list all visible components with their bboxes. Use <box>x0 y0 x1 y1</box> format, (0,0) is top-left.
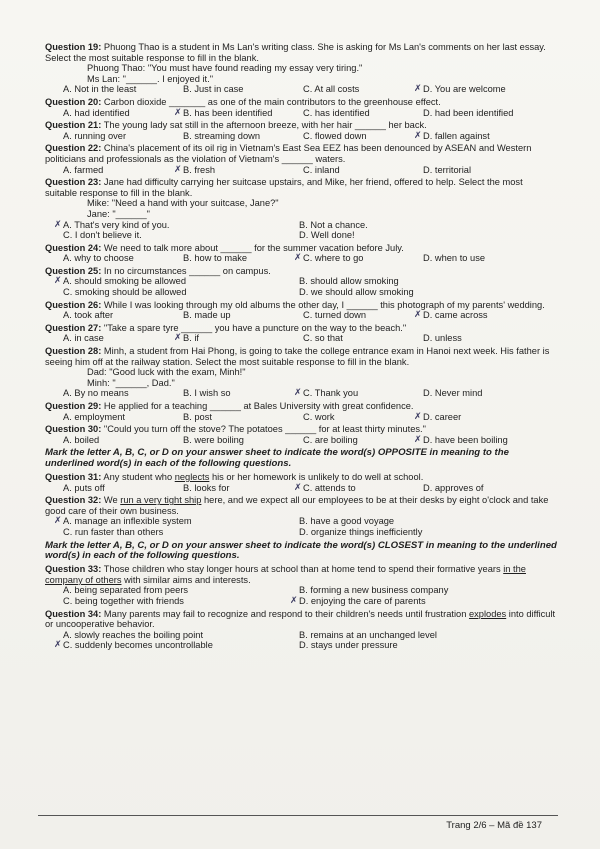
option-text: D. career <box>423 411 462 422</box>
pen-tick-mark: ✗ <box>54 219 62 230</box>
option-text: D. when to use <box>423 253 486 264</box>
pen-tick-mark: ✗ <box>54 516 62 527</box>
option-text: B. were boiling <box>183 434 244 445</box>
answer-option[interactable] <box>63 483 183 494</box>
answer-option[interactable] <box>54 516 299 527</box>
answer-option[interactable] <box>299 276 535 287</box>
answer-options <box>45 165 557 176</box>
answer-option[interactable] <box>63 412 183 423</box>
answer-option[interactable] <box>414 434 543 446</box>
answer-option[interactable] <box>299 585 535 596</box>
option-text: C. attends to <box>303 482 356 493</box>
question-block <box>45 97 557 118</box>
answer-option[interactable] <box>303 412 423 423</box>
option-text: B. fresh <box>183 164 216 175</box>
answer-options <box>45 310 557 321</box>
question-number: Question 34: <box>45 608 102 619</box>
answer-option[interactable] <box>174 164 303 176</box>
underlined-phrase: in the company of others <box>45 564 526 585</box>
question-text-before: Many parents may fail to recognize and respond to their children's needs until frustration <box>103 608 469 619</box>
answer-option[interactable] <box>423 253 543 264</box>
pen-tick-mark: ✗ <box>294 482 302 493</box>
option-text: C. run faster than others <box>63 526 164 537</box>
pen-tick-mark: ✗ <box>294 388 302 399</box>
answer-option[interactable] <box>183 253 303 264</box>
dialogue-line: Mike: "Need a hand with your suitcase, Jane?" <box>87 198 279 209</box>
option-text: C. where to go <box>303 253 364 264</box>
answer-option[interactable] <box>63 287 299 298</box>
option-text: D. You are welcome <box>423 84 506 95</box>
question-stem <box>45 495 557 516</box>
option-text: B. remains at an unchanged level <box>299 629 437 640</box>
option-text: D. Never mind <box>423 388 483 399</box>
answer-option[interactable] <box>63 585 299 596</box>
question-text: We need to talk more about ______ for the summer vacation before July. <box>103 242 404 253</box>
question-text-after: here, and we expect all our employees to be at their desks by eight o'clock and take good care of their own business. <box>45 495 549 516</box>
pen-tick-mark: ✗ <box>414 310 422 321</box>
pen-tick-mark: ✗ <box>414 411 422 422</box>
question-block <box>45 243 557 264</box>
question-block <box>45 266 557 298</box>
answer-options <box>45 253 557 264</box>
option-text: D. stays under pressure <box>299 640 398 651</box>
question-block <box>45 564 557 606</box>
underlined-phrase: run a very tight ship <box>120 495 202 506</box>
option-text: B. made up <box>183 310 231 321</box>
pen-tick-mark: ✗ <box>414 130 422 141</box>
pen-tick-mark: ✗ <box>414 434 422 445</box>
dialogue-line: Jane: "______" <box>87 208 150 219</box>
answer-option[interactable] <box>299 220 535 231</box>
answer-option[interactable] <box>423 483 543 494</box>
pen-tick-mark: ✗ <box>54 276 62 287</box>
underlined-phrase: neglects <box>174 471 210 482</box>
question-text: The young lady sat still in the afternoon breeze, with her hair ______ her back. <box>103 120 427 131</box>
dialogue-line: Dad: "Good luck with the exam, Minh!" <box>87 367 246 378</box>
option-text: D. organize things inefficiently <box>299 526 423 537</box>
option-text: B. looks for <box>183 482 230 493</box>
answer-option[interactable] <box>63 131 183 142</box>
option-text: B. should allow smoking <box>299 276 399 287</box>
answer-option[interactable] <box>414 130 543 142</box>
answer-options <box>45 333 557 344</box>
answer-option[interactable] <box>174 107 303 119</box>
answer-option[interactable] <box>183 412 303 423</box>
instruction-opposite: Mark the letter A, B, C, or D on your answer sheet to indicate the word(s) OPPOSITE in meaning to the underlined word(s) in each of the following questions. <box>45 447 509 470</box>
question-number: Question 24: <box>45 242 102 253</box>
option-text: B. Not a chance. <box>299 219 368 230</box>
option-text: A. employment <box>63 411 126 422</box>
answer-option[interactable] <box>294 482 423 494</box>
question-number: Question 25: <box>45 265 102 276</box>
dialogue-line: Ms Lan: "______. I enjoyed it." <box>87 73 213 84</box>
answer-options <box>45 585 557 606</box>
answer-options <box>45 630 557 651</box>
question-text: Jane had difficulty carrying her suitcase upstairs, and Mike, her friend, offered to help. Select the most suitable response to fill in the blank. <box>45 177 523 198</box>
answer-option[interactable] <box>63 435 183 446</box>
question-text-before: Any student who <box>103 471 175 482</box>
option-text: A. puts off <box>63 482 105 493</box>
answer-option[interactable] <box>303 310 423 321</box>
question-stem <box>45 120 557 131</box>
pen-tick-mark: ✗ <box>290 595 298 606</box>
question-text: Phuong Thao is a student in Ms Lan's writing class. She is asking for Ms Lan's comments on her last essay. Select the most suitable response to fill in the blank. <box>45 42 546 63</box>
answer-options <box>45 388 557 399</box>
question-text: China's placement of its oil rig in Vietnam's East Sea EEZ has been denounced by ASEAN and Western politicians and professionals as the violation of Vietnam's ______ waters. <box>45 143 532 164</box>
answer-option[interactable] <box>303 84 423 95</box>
question-number: Question 26: <box>45 299 102 310</box>
question-number: Question 31: <box>45 471 102 482</box>
question-number: Question 22: <box>45 143 102 154</box>
answer-option[interactable] <box>183 310 303 321</box>
answer-option[interactable] <box>63 165 183 176</box>
answer-option[interactable] <box>63 333 183 344</box>
answer-option[interactable] <box>54 276 299 287</box>
answer-option[interactable] <box>414 310 543 321</box>
answer-option[interactable] <box>423 333 543 344</box>
option-text: B. if <box>183 333 200 344</box>
answer-option[interactable] <box>174 333 303 344</box>
option-text: A. slowly reaches the boiling point <box>63 629 204 640</box>
option-text: C. work <box>303 411 335 422</box>
option-text: D. had been identified <box>423 107 514 118</box>
option-text: D. have been boiling <box>423 434 508 445</box>
answer-option[interactable] <box>183 435 303 446</box>
answer-option[interactable] <box>414 84 543 95</box>
question-text-after: with similar aims and interests. <box>121 574 251 585</box>
answer-option[interactable] <box>303 435 423 446</box>
question-text-before: Those children who stay longer hours at school than at home tend to spend their formative years <box>103 564 504 575</box>
question-block <box>45 424 557 445</box>
option-text: A. being separated from peers <box>63 585 189 596</box>
question-block <box>45 472 557 493</box>
option-text: B. Just in case <box>183 84 244 95</box>
question-text: In no circumstances ______ on campus. <box>103 265 271 276</box>
option-text: B. forming a new business company <box>299 585 449 596</box>
option-text: A. why to choose <box>63 253 134 264</box>
question-text: Carbon dioxide _______ as one of the main contributors to the greenhouse effect. <box>103 96 441 107</box>
option-text: B. how to make <box>183 253 248 264</box>
question-stem <box>45 472 557 483</box>
answer-options <box>45 516 557 537</box>
answer-option[interactable] <box>63 388 183 399</box>
option-text: D. unless <box>423 333 462 344</box>
answer-option[interactable] <box>183 388 303 399</box>
answer-option[interactable] <box>303 131 423 142</box>
page-footer: Trang 2/6 – Mã đề 137 <box>446 820 542 831</box>
answer-option[interactable] <box>423 108 543 119</box>
option-text: C. so that <box>303 333 343 344</box>
answer-option[interactable] <box>63 527 299 538</box>
answer-options <box>45 220 557 241</box>
answer-options <box>45 435 557 446</box>
answer-options <box>45 412 557 423</box>
question-stem <box>45 323 557 334</box>
option-text: C. turned down <box>303 310 367 321</box>
answer-option[interactable] <box>63 230 299 241</box>
option-text: C. At all costs <box>303 84 360 95</box>
answer-option[interactable] <box>63 253 183 264</box>
question-block <box>45 401 557 422</box>
question-number: Question 30: <box>45 424 102 435</box>
answer-option[interactable] <box>63 630 299 641</box>
option-text: C. flowed down <box>303 130 367 141</box>
option-text: C. are boiling <box>303 434 358 445</box>
option-text: A. manage an inflexible system <box>63 516 192 527</box>
question-text: He applied for a teaching ______ at Bales University with great confidence. <box>103 401 414 411</box>
question-stem <box>45 177 557 198</box>
dialogue-line: Phuong Thao: "You must have found reading my essay very tiring." <box>87 63 363 74</box>
answer-options <box>45 483 557 494</box>
answer-option[interactable] <box>294 253 423 264</box>
answer-option[interactable] <box>63 596 299 607</box>
question-block <box>45 323 557 344</box>
option-text: C. Thank you <box>303 388 359 399</box>
question-stem <box>45 424 557 435</box>
question-stem <box>45 97 557 108</box>
question-number: Question 28: <box>45 346 102 357</box>
question-block <box>45 300 557 321</box>
pen-tick-mark: ✗ <box>294 253 302 264</box>
pen-tick-mark: ✗ <box>54 640 62 651</box>
question-number: Question 32: <box>45 495 102 506</box>
question-stem <box>45 243 557 254</box>
instruction-closest: Mark the letter A, B, C, or D on your answer sheet to indicate the word(s) CLOSEST in meaning to the underlined word(s) in each of the following questions. <box>45 539 557 562</box>
question-stem <box>45 401 557 412</box>
option-text: B. post <box>183 411 212 422</box>
option-text: D. came across <box>423 310 488 321</box>
answer-option[interactable] <box>299 516 535 527</box>
question-number: Question 33: <box>45 564 102 575</box>
option-text: A. took after <box>63 310 114 321</box>
question-block <box>45 120 557 141</box>
answer-options <box>45 108 557 119</box>
answer-option[interactable] <box>299 287 535 298</box>
question-stem <box>45 300 557 311</box>
option-text: A. That's very kind of you. <box>63 219 170 230</box>
question-number: Question 27: <box>45 322 102 333</box>
question-number: Question 20: <box>45 96 102 107</box>
footer-divider <box>38 815 558 816</box>
question-stem <box>45 609 557 630</box>
pen-tick-mark: ✗ <box>174 164 182 175</box>
exam-content <box>45 42 557 653</box>
question-block <box>45 495 557 537</box>
question-block <box>45 177 557 241</box>
answer-option[interactable] <box>183 483 303 494</box>
option-text: C. suddenly becomes uncontrollable <box>63 640 213 651</box>
option-text: D. enjoying the care of parents <box>299 595 426 606</box>
question-number: Question 21: <box>45 120 102 131</box>
option-text: B. I wish so <box>183 388 231 399</box>
underlined-phrase: explodes <box>468 608 507 619</box>
question-stem <box>45 564 557 585</box>
answer-option[interactable] <box>303 333 423 344</box>
option-text: C. has identified <box>303 107 370 118</box>
answer-option[interactable] <box>290 595 535 607</box>
question-number: Question 29: <box>45 401 102 411</box>
answer-option[interactable] <box>303 165 423 176</box>
question-block <box>45 609 557 651</box>
question-block <box>45 42 557 95</box>
answer-option[interactable] <box>423 165 543 176</box>
answer-option[interactable] <box>423 388 543 399</box>
option-text: A. in case <box>63 333 104 344</box>
option-text: B. has been identified <box>183 107 273 118</box>
question-number: Question 23: <box>45 177 102 188</box>
answer-option[interactable] <box>63 310 183 321</box>
option-text: D. fallen against <box>423 130 490 141</box>
answer-option[interactable] <box>294 388 423 399</box>
answer-options <box>45 84 557 95</box>
question-stem <box>45 266 557 277</box>
answer-option[interactable] <box>54 219 299 231</box>
option-text: D. Well done! <box>299 230 355 241</box>
answer-option[interactable] <box>183 131 303 142</box>
option-text: C. inland <box>303 164 340 175</box>
option-text: C. I don't believe it. <box>63 230 142 241</box>
option-text: C. smoking should be allowed <box>63 287 187 298</box>
option-text: B. have a good voyage <box>299 516 395 527</box>
question-text-after: his or her homework is unlikely to do well at school. <box>209 471 424 482</box>
question-text-after: into difficult or uncooperative behavior. <box>45 608 556 630</box>
answer-option[interactable] <box>414 411 543 423</box>
answer-option[interactable] <box>63 108 183 119</box>
option-text: A. should smoking be allowed <box>63 276 186 287</box>
answer-option[interactable] <box>303 108 423 119</box>
option-text: A. boiled <box>63 434 100 445</box>
option-text: A. had identified <box>63 107 130 118</box>
question-text: While I was looking through my old albums the other day, I ______ this photograph of my parents' wedding. <box>103 299 545 310</box>
question-stem <box>45 143 557 164</box>
option-text: A. running over <box>63 130 127 141</box>
option-text: B. streaming down <box>183 130 260 141</box>
answer-option[interactable] <box>183 84 303 95</box>
answer-option[interactable] <box>63 84 183 95</box>
answer-option[interactable] <box>54 640 299 651</box>
answer-options <box>45 131 557 142</box>
pen-tick-mark: ✗ <box>414 84 422 95</box>
question-text: Minh, a student from Hai Phong, is going to take the college entrance exam in Hanoi next week. His father is seeing him off at the railway station. Select the most suitable response to fill in the blank. <box>45 346 550 367</box>
option-text: D. territorial <box>423 164 472 175</box>
option-text: A. farmed <box>63 164 104 175</box>
option-text: A. By no means <box>63 388 129 399</box>
pen-tick-mark: ✗ <box>174 107 182 118</box>
question-text: "Could you turn off the stove? The potatoes ______ for at least thirty minutes." <box>103 424 426 435</box>
option-text: C. being together with friends <box>63 595 184 606</box>
answer-option[interactable] <box>299 230 535 241</box>
question-block <box>45 346 557 399</box>
question-text-before: We <box>103 495 121 506</box>
question-text: "Take a spare tyre ______ you have a puncture on the way to the beach." <box>103 322 407 333</box>
pen-tick-mark: ✗ <box>174 333 182 344</box>
question-number: Question 19: <box>45 42 102 52</box>
question-stem <box>45 42 557 63</box>
question-block <box>45 143 557 175</box>
answer-option[interactable] <box>299 630 535 641</box>
answer-option[interactable] <box>299 640 535 651</box>
option-text: D. we should allow smoking <box>299 287 414 298</box>
answer-options <box>45 276 557 297</box>
question-stem <box>45 346 557 367</box>
answer-option[interactable] <box>299 527 535 538</box>
option-text: A. Not in the least <box>63 84 137 95</box>
dialogue-line: Minh: "______, Dad." <box>87 377 175 388</box>
option-text: D. approves of <box>423 482 484 493</box>
